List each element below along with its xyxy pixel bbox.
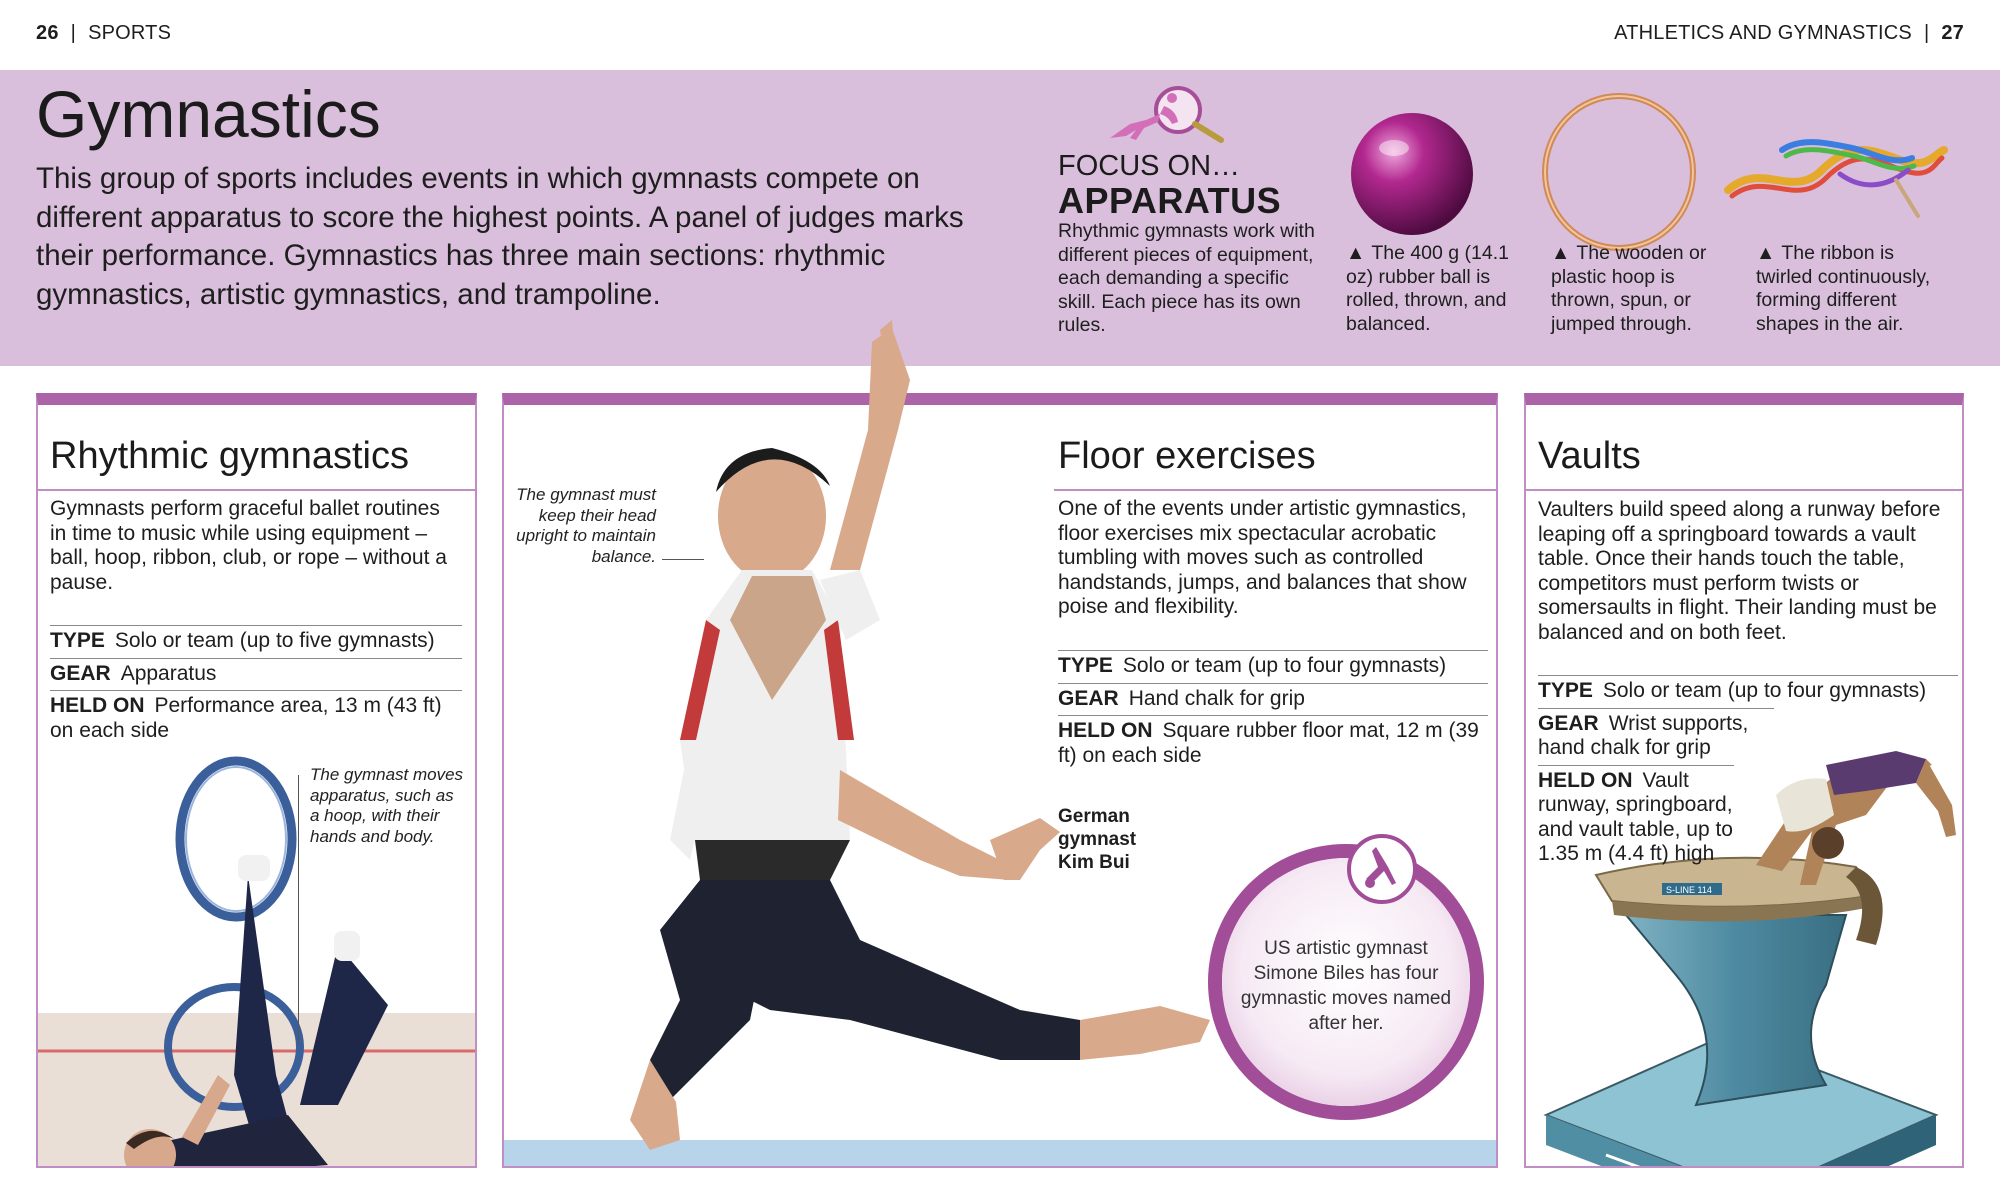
gymnast-magnifier-icon: [1106, 80, 1226, 150]
fact-bubble-text: US artistic gymnast Simone Biles has four gymnastic moves named after her.: [1240, 938, 1452, 1034]
floor-description: One of the events under artistic gymnastics, floor exercises mix spectacular acrobatic tumbling with moves such as controlled handstands, jumps, and balances that show poise and flexibility.: [1058, 497, 1467, 618]
rhythmic-panel: [36, 393, 477, 1168]
fact-gear: GEAR Wrist supports, hand chalk for grip: [1538, 708, 1774, 765]
ribbon-caption: ▲ The ribbon is twirled continuously, forming different shapes in the air.: [1756, 242, 1931, 335]
left-section-label: SPORTS: [88, 22, 172, 44]
rhythmic-annotation: The gymnast moves apparatus, such as a hoop, with their hands and body.: [310, 765, 464, 846]
fact-type: TYPE Solo or team (up to four gymnasts): [1538, 675, 1958, 708]
floor-gymnast-photo: [520, 320, 1220, 1170]
fact-held-on: HELD ON Vault runway, springboard, and vault table, up to 1.35 m (4.4 ft) high: [1538, 765, 1734, 871]
photo-caption: German gymnast Kim Bui: [1058, 806, 1137, 873]
vaults-facts: [1538, 675, 1958, 871]
vaults-description: Vaulters build speed along a runway before leaping off a springboard towards a vault table. Once their hands touch the table, competitors must perform twists or somersaults in flight. Their landing must be balanced and on both feet.: [1538, 498, 1941, 644]
heading-rule: [38, 489, 477, 491]
page-title: Gymnastics: [36, 77, 381, 151]
vaults-panel: [1524, 393, 1964, 1168]
focus-subject: APPARATUS: [1058, 180, 1282, 221]
right-section-label: ATHLETICS AND GYMNASTICS: [1614, 22, 1912, 44]
left-page-number: 26: [36, 22, 59, 44]
vault-brand-label: S-LINE 114: [1666, 885, 1712, 895]
focus-label: FOCUS ON…: [1058, 150, 1241, 182]
heading-rule: [1526, 489, 1964, 491]
ribbon-icon: [1722, 130, 1948, 220]
fact-type: TYPE Solo or team (up to four gymnasts): [1058, 650, 1488, 683]
left-running-header: 26 | SPORTS: [36, 22, 172, 44]
annotation-line: [298, 775, 299, 1045]
right-page-number: 27: [1941, 22, 1964, 44]
fact-held-on: HELD ON Performance area, 13 m (43 ft) on each side: [50, 690, 462, 747]
intro-paragraph: This group of sports includes events in which gymnasts compete on different apparatus to score the highest points. A panel of judges marks their performance. Gymnastics has three main sections: rhythmic gymnastics, artistic gymnastics, and trampoline.: [36, 162, 964, 311]
hoop-icon: [1540, 92, 1698, 252]
floor-heading: Floor exercises: [1058, 435, 1316, 477]
handstand-gymnast-icon: [1346, 833, 1418, 905]
ball-caption: ▲ The 400 g (14.1 oz) rubber ball is rolled, thrown, and balanced.: [1346, 242, 1509, 335]
ball-icon: [1346, 108, 1478, 240]
floor-annotation: The gymnast must keep their head upright to maintain balance.: [516, 485, 656, 566]
fact-gear: GEAR Hand chalk for grip: [1058, 683, 1488, 716]
focus-description: Rhythmic gymnasts work with different pieces of equipment, each demanding a specific skill. Each piece has its own rules.: [1058, 220, 1315, 336]
rhythmic-heading: Rhythmic gymnastics: [50, 435, 409, 477]
rhythmic-facts: [50, 625, 462, 747]
fact-type: TYPE Solo or team (up to five gymnasts): [50, 625, 462, 658]
fact-gear: GEAR Apparatus: [50, 658, 462, 691]
rhythmic-description: Gymnasts perform graceful ballet routines in time to music while using equipment – ball, hoop, ribbon, club, or rope – without a pause.: [50, 497, 447, 594]
hoop-caption: ▲ The wooden or plastic hoop is thrown, spun, or jumped through.: [1551, 242, 1707, 335]
right-running-header: ATHLETICS AND GYMNASTICS | 27: [1614, 22, 1964, 44]
vaults-heading: Vaults: [1538, 435, 1641, 477]
fact-held-on: HELD ON Square rubber floor mat, 12 m (39 ft) on each side: [1058, 715, 1488, 772]
